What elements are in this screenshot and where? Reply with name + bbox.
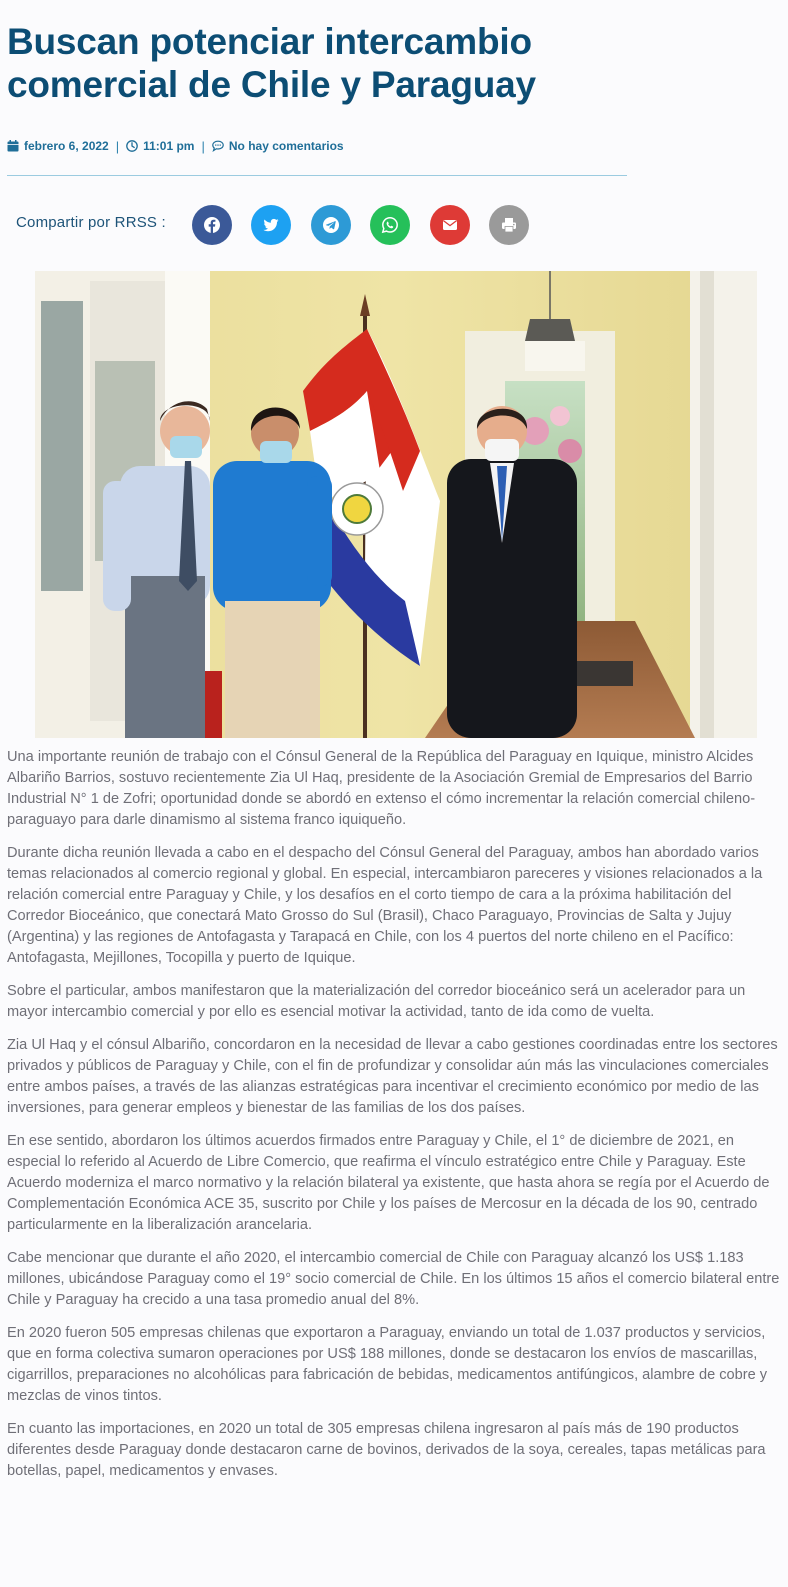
printer-icon: [500, 216, 518, 234]
share-print-button[interactable]: [489, 205, 529, 245]
article-meta: [7, 138, 344, 154]
telegram-icon: [322, 216, 340, 234]
meta-separator: |: [201, 138, 205, 154]
twitter-icon: [262, 216, 280, 234]
meta-date-text: febrero 6, 2022: [24, 139, 109, 153]
photo-meeting-illustration: [35, 271, 757, 738]
share-telegram-button[interactable]: [311, 205, 351, 245]
divider: [7, 175, 627, 176]
share-facebook-button[interactable]: [192, 205, 232, 245]
article-paragraph: Cabe mencionar que durante el año 2020, el intercambio comercial de Chile con Paraguay alcanzó los US$ 1.183 millones, ubicándose Paraguay como el 19° socio comercial de Chile. En los últimos 15 años el comercio bilateral entre Chile y Paraguay ha crecido a una tasa promedio anual del 8%.: [7, 1250, 780, 1308]
meta-time: [126, 139, 194, 153]
share-label: Compartir por RRSS :: [16, 214, 166, 231]
facebook-icon: [203, 216, 221, 234]
article-paragraph: Sobre el particular, ambos manifestaron que la materialización del corredor bioceánico será un acelerador para un mayor intercambio comercial y por ello es esencial motivar la actividad, tanto de ida como de vuelta.: [7, 983, 746, 1020]
calendar-icon: [7, 140, 19, 152]
article-body: [7, 747, 785, 1494]
meta-comments-text: No hay comentarios: [228, 139, 344, 153]
article-photo: [35, 271, 757, 738]
article-paragraph: En 2020 fueron 505 empresas chilenas que exportaron a Paraguay, enviando un total de 1.037 productos y servicios, que en forma colectiva sumaron operaciones por US$ 188 millones, donde se destacaron los envíos de mascarillas, cigarrillos, preparaciones no alcohólicas para fabricación de bebidas, medicamentos antifúngicos, alambre de cobre y mezclas de vinos tintos.: [7, 1325, 768, 1404]
article-paragraph: En ese sentido, abordaron los últimos acuerdos firmados entre Paraguay y Chile, el 1° de diciembre de 2021, en especial lo referido al Acuerdo de Libre Comercio, que reafirma el vínculo estratégico entre Chile y Paraguay. Este Acuerdo moderniza el marco normativo y la relación bilateral ya existente, que hasta ahora se regía por el Acuerdo de Complementación Económica ACE 35, suscrito por Chile y los países de Mercosur en la década de los 90, centrado particularmente en la liberalización arancelaria.: [7, 1133, 770, 1233]
clock-icon: [126, 140, 138, 152]
article-title: Buscan potenciar intercambio comercial de Chile y Paraguay: [7, 21, 536, 105]
comment-icon: [212, 140, 224, 152]
article-paragraph: Zia Ul Haq y el cónsul Albariño, concordaron en la necesidad de llevar a cabo gestiones coordinadas entre los sectores privados y públicos de Paraguay y Chile, con el fin de profundizar y consolidar aún más las vinculaciones comerciales entre ambos países, a través de las alianzas estratégicas para incentivar el crecimiento económico por medio de las inversiones, para generar empleos y bienestar de las familias de los dos países.: [7, 1037, 778, 1116]
article-paragraph: Durante dicha reunión llevada a cabo en el despacho del Cónsul General del Paraguay, ambos han abordado varios temas relacionados al comercio regional y global. En especial, intercambiaron pareceres y visiones relacionados a la relación comercial entre Paraguay y Chile, y los desafíos en el corto tiempo de cara a la próxima habilitación del Corredor Bioceánico, que conectará Mato Grosso do Sul (Brasil), Chaco Paraguayo, Provincias de Salta y Jujuy (Argentina) y las regiones de Antofagasta y Tarapacá en Chile, con los 4 puertos del norte chileno en el Pacífico: Antofagasta, Mejillones, Tocopilla y puerto de Iquique.: [7, 845, 763, 966]
share-twitter-button[interactable]: [251, 205, 291, 245]
share-whatsapp-button[interactable]: [370, 205, 410, 245]
share-email-button[interactable]: [430, 205, 470, 245]
article-paragraph: En cuanto las importaciones, en 2020 un total de 305 empresas chilena ingresaron al país más de 190 productos diferentes desde Paraguay donde destacaron carne de bovinos, derivados de la soya, cereales, tapas metálicas para botellas, papel, medicamentos y envases.: [7, 1421, 766, 1479]
meta-comments[interactable]: [212, 139, 344, 153]
meta-separator: |: [115, 138, 120, 154]
envelope-icon: [441, 216, 459, 234]
meta-time-text: 11:01 pm: [143, 139, 195, 153]
meta-date[interactable]: [7, 139, 109, 153]
whatsapp-icon: [381, 216, 399, 234]
article-paragraph: Una importante reunión de trabajo con el Cónsul General de la República del Paraguay en Iquique, ministro Alcides Albariño Barrios, sostuvo recientemente Zia Ul Haq, presidente de la Asociación Gremial de Empresarios del Barrio Industrial N° 1 de Zofri; oportunidad donde se abordó en extenso el cómo incrementar la relación comercial chileno-paraguayo para darle dinamismo al sistema franco iquiqueño.: [7, 749, 756, 828]
